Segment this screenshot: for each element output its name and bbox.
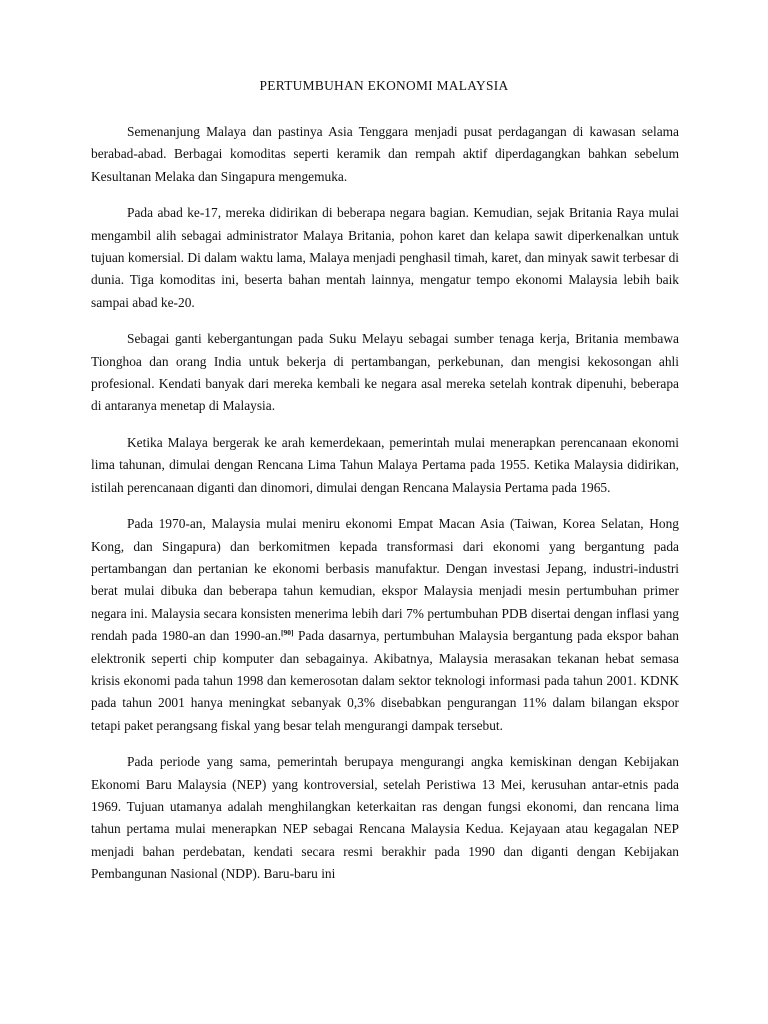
citation-link[interactable]: [90]: [281, 628, 294, 638]
paragraph-5-text-before: Pada 1970-an, Malaysia mulai meniru ekonomi Empat Macan Asia (Taiwan, Korea Selatan, Hong Kong, dan Singapura) dan berkomitmen kepada transformasi dari ekonomi yang bergantung pada pertambangan dan pertanian ke ekonomi berbasis manufaktur. Dengan investasi Jepang, industri-industri berat mulai dibuka dan beberapa tahun kemudian, ekspor Malaysia menjadi mesin pertumbuhan primer negara ini. Malaysia secara konsisten menerima lebih dari 7% pertumbuhan PDB disertai dengan inflasi yang rendah pada 1980-an dan 1990-an.: [91, 516, 679, 644]
paragraph-5-text-after: Pada dasarnya, pertumbuhan Malaysia bergantung pada ekspor bahan elektronik seperti chip komputer dan sebagainya. Akibatnya, Malaysia merasakan tekanan hebat semasa krisis ekonomi pada tahun 1998 dan kemerosotan dalam sektor teknologi informasi pada tahun 2001. KDNK pada tahun 2001 hanya meningkat sebanyak 0,3% disebabkan pengurangan 11% dalam bilangan ekspor tetapi paket perangsang fiskal yang besar telah mengurangi dampak tersebut.: [91, 628, 679, 733]
paragraph-6: Pada periode yang sama, pemerintah berupaya mengurangi angka kemiskinan dengan Kebijakan Ekonomi Baru Malaysia (NEP) yang kontroversial, setelah Peristiwa 13 Mei, kerusuhan antar-etnis pada 1969. Tujuan utamanya adalah menghilangkan keterkaitan ras dengan fungsi ekonomi, dan rencana lima tahun pertama mulai menerapkan NEP sebagai Rencana Malaysia Kedua. Kejayaan atau kegagalan NEP menjadi bahan perdebatan, kendati secara resmi berakhir pada 1990 dan diganti dengan Kebijakan Pembangunan Nasional (NDP). Baru-baru ini: [91, 754, 679, 882]
document-body: [91, 121, 679, 900]
document-title: PERTUMBUHAN EKONOMI MALAYSIA: [259, 78, 509, 93]
paragraph-2: Pada abad ke-17, mereka didirikan di beberapa negara bagian. Kemudian, sejak Britania Raya mulai mengambil alih sebagai administrator Malaya Britania, pohon karet dan kelapa sawit diperkenalkan untuk tujuan komersial. Di dalam waktu lama, Malaya menjadi penghasil timah, karet, dan minyak sawit terbesar di dunia. Tiga komoditas ini, beserta bahan mentah lainnya, mengatur tempo ekonomi Malaysia lebih baik sampai abad ke-20.: [91, 205, 679, 310]
paragraph-4: Ketika Malaya bergerak ke arah kemerdekaan, pemerintah mulai menerapkan perencanaan ekonomi lima tahunan, dimulai dengan Rencana Lima Tahun Malaya Pertama pada 1955. Ketika Malaysia didirikan, istilah perencanaan diganti dan dinomori, dimulai dengan Rencana Malaysia Pertama pada 1965.: [91, 434, 679, 495]
paragraph-5: [91, 513, 679, 737]
paragraph-1: Semenanjung Malaya dan pastinya Asia Tenggara menjadi pusat perdagangan di kawasan selama berabad-abad. Berbagai komoditas seperti keramik dan rempah aktif diperdagangkan bahkan sebelum Kesultanan Melaka dan Singapura mengemuka.: [91, 124, 679, 184]
paragraph-3: Sebagai ganti kebergantungan pada Suku Melayu sebagai sumber tenaga kerja, Britania membawa Tionghoa dan orang India untuk bekerja di pertambangan, perkebunan, dan mengisi kekosongan ahli profesional. Kendati banyak dari mereka kembali ke negara asal mereka setelah kontrak dipenuhi, beberapa di antaranya menetap di Malaysia.: [91, 331, 679, 414]
